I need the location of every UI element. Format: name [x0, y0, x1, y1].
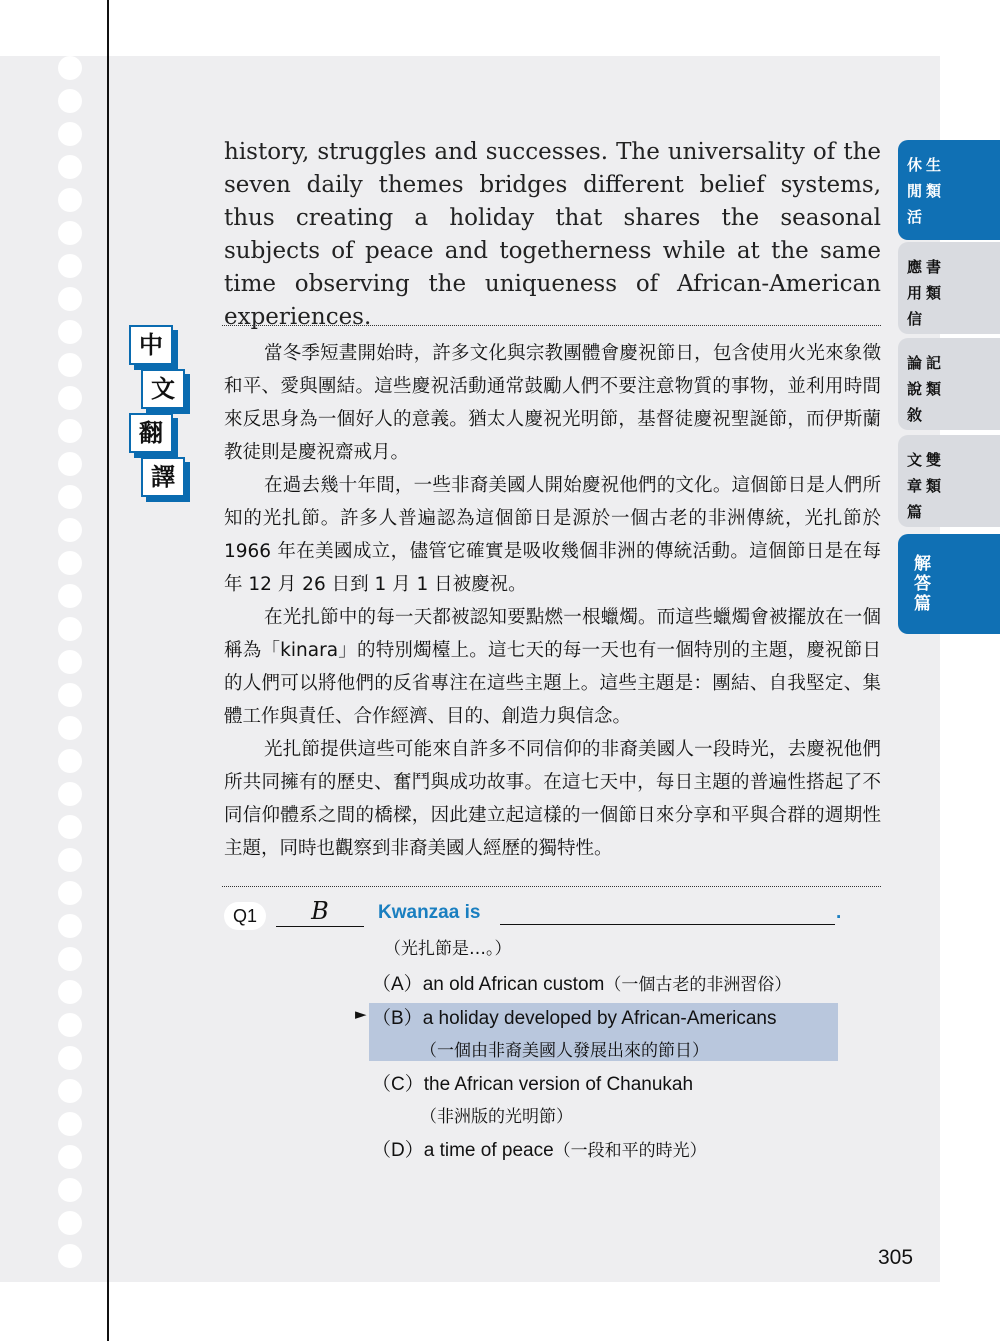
- tab-argumentative-narrative[interactable]: [898, 338, 1000, 430]
- question-row: [224, 898, 884, 932]
- chinese-paragraph: 光扎節提供這些可能來自許多不同信仰的非裔美國人一段時光，去慶祝他們所共同擁有的歷史、奮鬥與成功故事。在這七天中，每日主題的普遍性搭起了不同信仰體系之間的橋樑，因此建立起這樣的一個節日來分享和平與合群的週期性主題，同時也觀察到非裔美國人經歷的獨特性。: [224, 739, 881, 859]
- binder-hole: [58, 650, 82, 674]
- binder-hole: [58, 320, 82, 344]
- chinese-paragraph: 在光扎節中的每一天都被認知要點燃一根蠟燭。而這些蠟燭會被擺放在一個稱為「kinara」的特別燭檯上。這七天的每一天也有一個特別的主題，慶祝節日的人們可以將他們的反省專注在這些主題上。這些主題是：團結、自我堅定、集體工作與責任、合作經濟、目的、創造力與信念。: [224, 607, 881, 727]
- tab-label: 應書用類信: [907, 258, 946, 328]
- label-char: 中: [129, 325, 173, 365]
- binder-hole: [58, 1244, 82, 1268]
- option-text: an old African custom: [422, 974, 605, 995]
- label-char: 文: [141, 369, 185, 409]
- binder-hole: [58, 914, 82, 938]
- binder-hole: [58, 1145, 82, 1169]
- tab-leisure-life[interactable]: [898, 140, 1000, 240]
- english-text: history, struggles and successes. The universality of the seven daily themes bridges different belief systems, thus creating a holiday that shares the seasonal subjects of peace and togetherness while at the same time observing the uniqueness of African-American experiences.: [224, 139, 881, 330]
- option-letter: （D）: [372, 1140, 424, 1161]
- page-number: 305: [878, 1246, 914, 1269]
- binder-hole: [58, 518, 82, 542]
- option-letter: （B）: [372, 1008, 423, 1029]
- english-paragraph: [224, 136, 881, 334]
- binder-hole: [58, 716, 82, 740]
- selected-arrow-icon: ►: [355, 1005, 367, 1023]
- tab-double-articles[interactable]: [898, 435, 1000, 527]
- option-c-zh: [420, 1102, 573, 1128]
- question-number: Q1: [224, 902, 266, 930]
- option-zh: （非洲版的光明節）: [420, 1107, 573, 1127]
- option-text: a holiday developed by African-Americans: [422, 1008, 777, 1029]
- option-zh: （一個由非裔美國人發展出來的節日）: [420, 1041, 709, 1061]
- binder-hole: [58, 1178, 82, 1202]
- answer-blank: B: [276, 898, 364, 927]
- binder-hole: [58, 947, 82, 971]
- binder-hole: [58, 419, 82, 443]
- stem-period: .: [836, 902, 842, 923]
- tab-label: 解答篇: [914, 554, 935, 614]
- tab-label: 休生閒類活: [907, 156, 946, 226]
- tab-label: 論記說類敘: [907, 354, 946, 424]
- question-stem-chinese: [384, 934, 512, 960]
- dotted-divider-top: [222, 325, 881, 326]
- binder-hole: [58, 221, 82, 245]
- binder-hole: [58, 155, 82, 179]
- option-letter: （C）: [372, 1074, 424, 1095]
- binder-hole: [58, 287, 82, 311]
- option-text: a time of peace: [423, 1140, 554, 1161]
- binder-hole: [58, 1211, 82, 1235]
- option-zh: （一段和平的時光）: [553, 1141, 707, 1161]
- binder-hole: [58, 584, 82, 608]
- binder-hole: [58, 89, 82, 113]
- binder-hole: [58, 188, 82, 212]
- binder-hole: [58, 980, 82, 1004]
- binder-hole: [58, 782, 82, 806]
- binder-hole: [58, 452, 82, 476]
- option-a: [372, 969, 791, 996]
- binding-spine-line: [107, 0, 109, 1341]
- option-zh: （一個古老的非洲習俗）: [604, 975, 792, 995]
- question-stem: Kwanzaa is: [378, 902, 481, 923]
- binder-hole: [58, 617, 82, 641]
- stem-zh-text: （光扎節是…。）: [384, 939, 512, 959]
- binder-hole: [58, 122, 82, 146]
- tab-answers[interactable]: [898, 534, 1000, 634]
- label-char: 翻: [129, 413, 173, 453]
- chinese-translation-label: [129, 325, 189, 501]
- option-letter: （A）: [372, 974, 423, 995]
- binder-holes: [58, 56, 84, 1277]
- label-char: 譯: [141, 457, 185, 497]
- dotted-divider-bottom: [222, 886, 881, 887]
- binder-hole: [58, 1112, 82, 1136]
- binder-hole: [58, 815, 82, 839]
- binder-hole: [58, 254, 82, 278]
- binder-hole: [58, 848, 82, 872]
- option-d: [372, 1135, 707, 1162]
- tab-practical-letters[interactable]: [898, 242, 1000, 334]
- tab-label: 文雙章類篇: [907, 451, 946, 521]
- option-b: [372, 1003, 777, 1030]
- binder-hole: [58, 881, 82, 905]
- binder-hole: [58, 485, 82, 509]
- binder-hole: [58, 749, 82, 773]
- option-c: [372, 1069, 693, 1096]
- binder-hole: [58, 386, 82, 410]
- option-text: the African version of Chanukah: [423, 1074, 694, 1095]
- binder-hole: [58, 1013, 82, 1037]
- chinese-paragraph: 在過去幾十年間，一些非裔美國人開始慶祝他們的文化。這個節日是人們所知的光扎節。許多人普遍認為這個節日是源於一個古老的非洲傳統，光扎節於 1966 年在美國成立，儘管它確實是吸收幾個非洲的傳統活動。這個節日是在每年 12 月 26 日到 1 月 1 日被慶祝。: [224, 475, 881, 595]
- binder-hole: [58, 551, 82, 575]
- binder-hole: [58, 1046, 82, 1070]
- binder-hole: [58, 353, 82, 377]
- option-b-zh: [420, 1036, 709, 1062]
- binder-hole: [58, 683, 82, 707]
- stem-blank-line: [500, 898, 835, 925]
- binder-hole: [58, 56, 82, 80]
- chinese-paragraph: 當冬季短晝開始時，許多文化與宗教團體會慶祝節日，包含使用火光來象徵和平、愛與團結。這些慶祝活動通常鼓勵人們不要注意物質的事物，並利用時間來反思身為一個好人的意義。猶太人慶祝光明節，基督徒慶祝聖誕節，而伊斯蘭教徒則是慶祝齋戒月。: [224, 343, 881, 463]
- chinese-translation: [224, 337, 881, 865]
- binder-hole: [58, 1079, 82, 1103]
